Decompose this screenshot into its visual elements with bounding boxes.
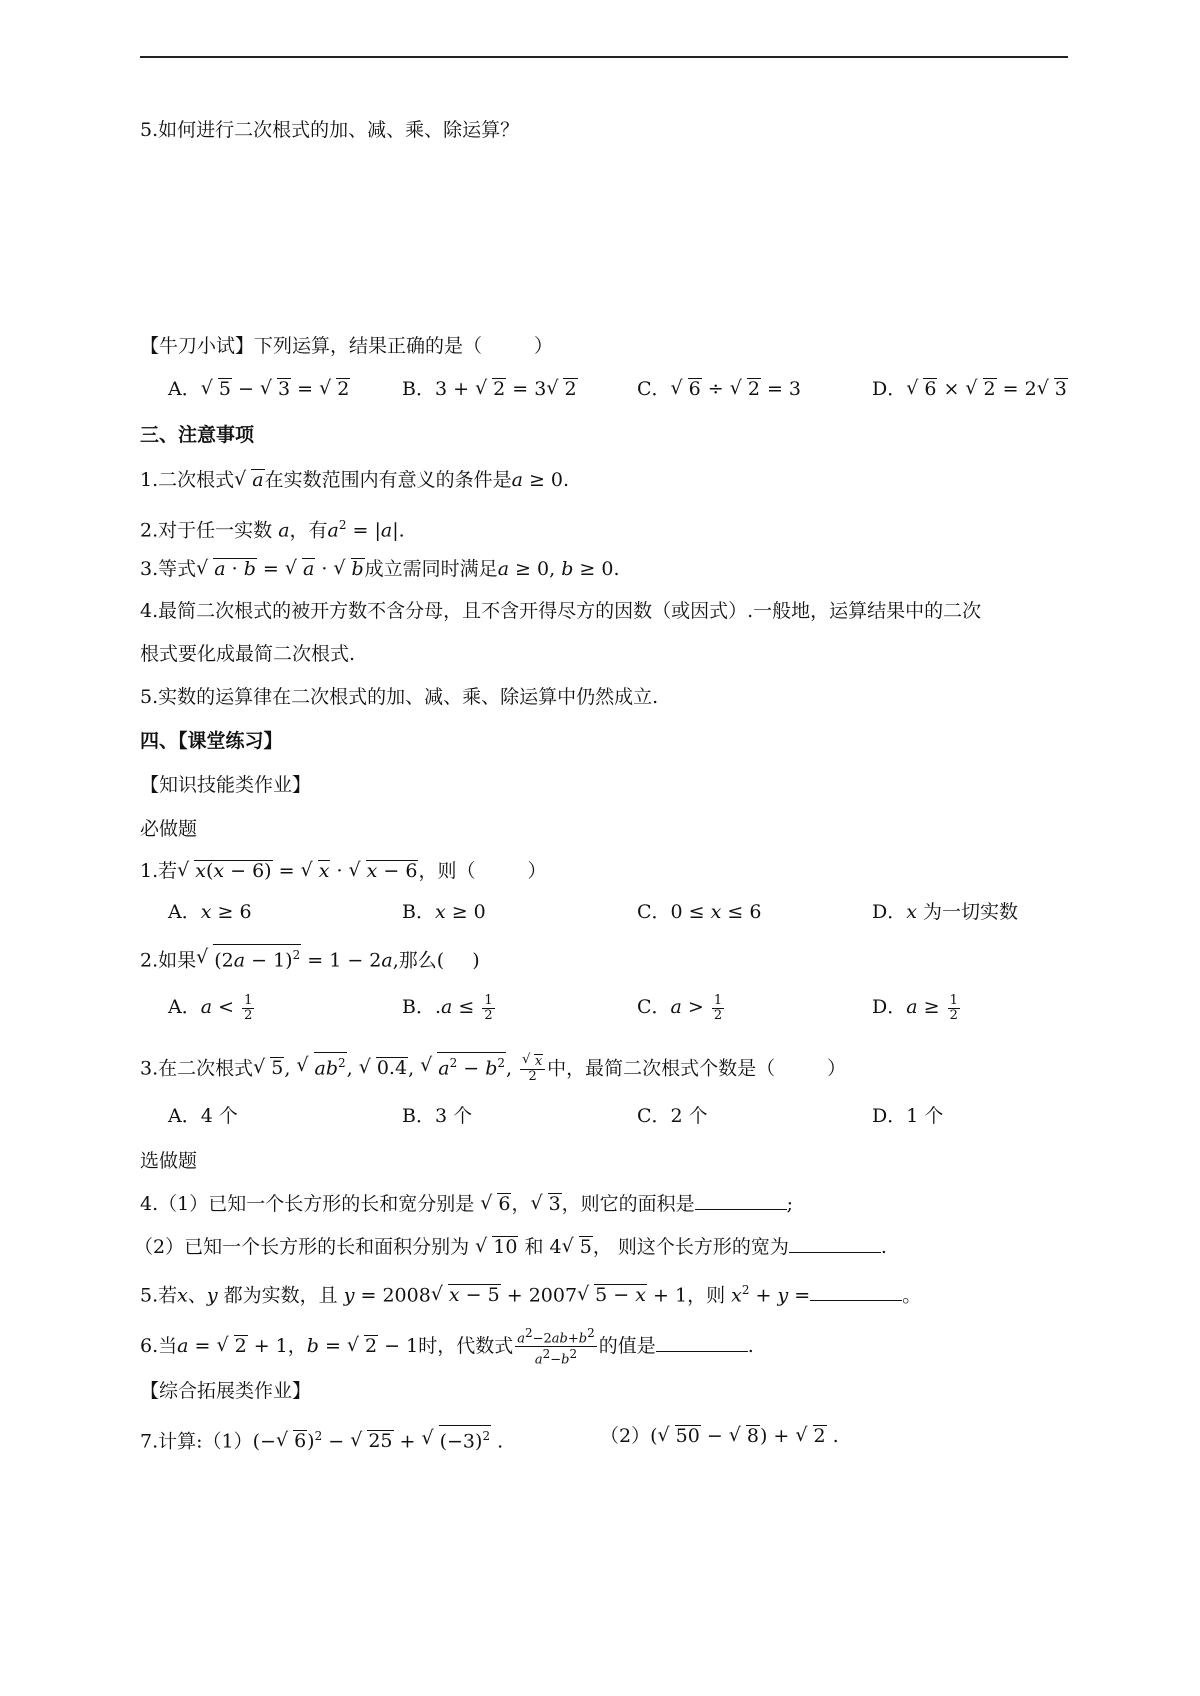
exercise-7-part-1: 7.计算:（1）(− √ 6)$^2$ − √ 25 + √ $(-3)^2$ . (140, 1422, 503, 1455)
section-3-title: 三、注意事项 (140, 424, 255, 446)
exercise-6: 6.当a = √ 2 + 1，b = √ 2 − 1时，代数式 $\frac{a^2-2ab+b^2}{a^2-b^2}$ 的值是 . (140, 1326, 754, 1368)
exercise-7-part-2: （2）( √ 50 − √ 8) + √ 2 . (600, 1422, 839, 1450)
trial-option-b[interactable]: B．3 + √ 2 = 3 √ 2 (402, 372, 578, 406)
trial-option-d[interactable]: D． √ 6 × √ 2 = 2 √ 3 (872, 372, 1068, 406)
answer-blank-5[interactable] (810, 1282, 902, 1301)
exercise-3: 3.在二次根式 √ 5, √ $ab^2$, √ 0.4, √ $a^2 - b^2$, √ $\frac{x}{2}$ 中，最简二次根式个数是（ ） (140, 1052, 846, 1084)
exercise-5: 5.若x、y 都为实数，且 y = 2008 √ x − 5 + 2007 √ 5 − x + 1，则 $x^2 + y$ = 。 (140, 1276, 921, 1309)
note-item-4-line-1: 4.最简二次根式的被开方数不含分母，且不含开得尽方的因数（或因式）.一般地，运算结果中的二次 (140, 600, 982, 622)
note-item-4-line-2: 根式要化成最简二次根式. (140, 643, 356, 665)
exercise-1-option-a[interactable]: A．x ≥ 6 (168, 901, 252, 923)
optional-heading: 选做题 (140, 1150, 198, 1172)
knowledge-skills-heading: 【知识技能类作业】 (140, 774, 312, 796)
trial-label: 【牛刀小试】下列运算，结果正确的是（ (140, 335, 483, 357)
note-item-1: 1.二次根式 √ a在实数范围内有意义的条件是a ≥ 0. (140, 466, 569, 494)
exercise-1-options (140, 895, 1068, 929)
exercise-1: 1.若 √ x(x − 6) = √ x · √ x − 6，则（ ） (140, 857, 546, 885)
exercise-3-option-d[interactable]: D．1 个 (872, 1105, 944, 1127)
exercise-2-option-c[interactable]: C．a > $\frac{1}{2}$ (637, 992, 723, 1023)
answer-blank-4-2[interactable] (789, 1234, 881, 1253)
exercise-4-part-2: （2）已知一个长方形的长和面积分别为 √ 10 和 4 √ 5， 则这个长方形的宽为 . (134, 1233, 887, 1261)
header-rule (140, 56, 1068, 58)
trial-question (140, 332, 553, 360)
answer-blank-4-1[interactable] (695, 1191, 787, 1210)
exercise-4-part-1: 4.（1）已知一个长方形的长和宽分别是 √ 6， √ 3，则它的面积是 ; (140, 1190, 793, 1218)
trial-options (140, 372, 1068, 406)
exercise-2-option-b[interactable]: B．.a ≤ $\frac{1}{2}$ (402, 992, 493, 1023)
note-item-3: 3.等式 √ a · b = √ a · √ b成立需同时满足a ≥ 0, b ≥ 0. (140, 555, 620, 583)
required-heading: 必做题 (140, 818, 198, 840)
trial-close: ） (534, 335, 554, 357)
comprehensive-extension-heading: 【综合拓展类作业】 (140, 1380, 312, 1402)
exercise-3-option-a[interactable]: A．4 个 (168, 1105, 238, 1127)
section-4-title: 四、【课堂练习】 (140, 730, 283, 752)
exercise-3-option-c[interactable]: C．2 个 (637, 1105, 708, 1127)
exercise-3-options (140, 1099, 1068, 1133)
exercise-2-option-d[interactable]: D．a ≥ $\frac{1}{2}$ (872, 992, 958, 1023)
answer-blank-6[interactable] (656, 1333, 748, 1352)
note-item-2: 2.对于任一实数 a，有$a^2 = |a|$. (140, 518, 405, 542)
exercise-1-option-d[interactable]: D．x 为一切实数 (872, 901, 1019, 923)
trial-option-c[interactable]: C． √ 6 ÷ √ 2 = 3 (637, 372, 801, 406)
exercise-2-option-a[interactable]: A．a < $\frac{1}{2}$ (168, 992, 253, 1023)
exercise-2-options (140, 990, 1068, 1024)
exercise-3-option-b[interactable]: B．3 个 (402, 1105, 473, 1127)
trial-option-a[interactable]: A． √ 5 − √ 3 = √ 2 (168, 372, 350, 406)
note-item-5: 5.实数的运算律在二次根式的加、减、乘、除运算中仍然成立. (140, 686, 659, 708)
exercise-1-option-c[interactable]: C．0 ≤ x ≤ 6 (637, 901, 762, 923)
question-5-heading: 5.如何进行二次根式的加、减、乘、除运算？ (140, 119, 520, 141)
exercise-2: 2.如果 √ $(2a - 1)^2 = 1 - 2a$,那么( ) (140, 944, 480, 974)
exercise-1-option-b[interactable]: B．x ≥ 0 (402, 901, 486, 923)
